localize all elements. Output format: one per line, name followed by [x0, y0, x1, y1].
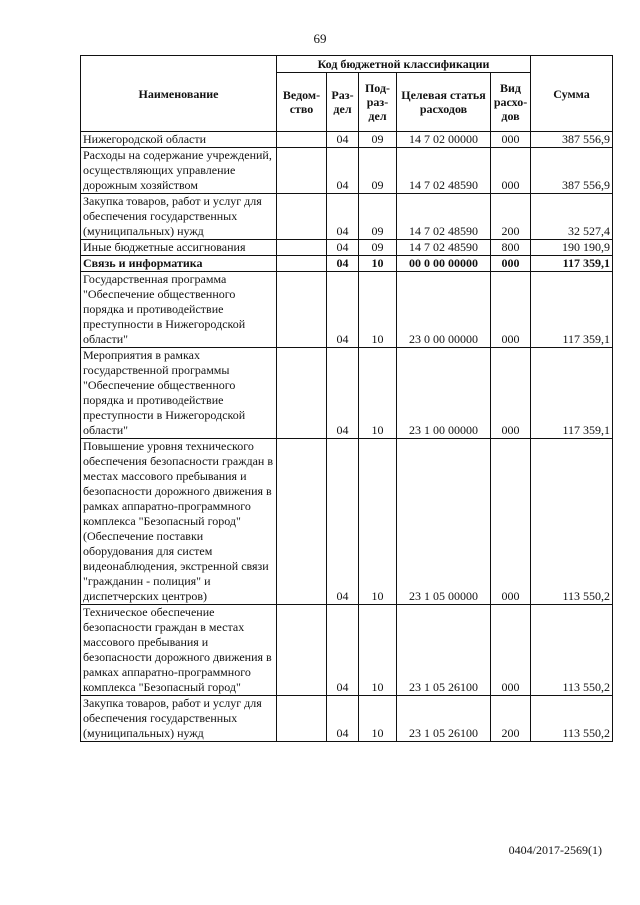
cell-summa: 117 359,1 — [531, 256, 613, 272]
cell-razdel: 04 — [327, 194, 359, 240]
cell-name: Мероприятия в рамках государственной программы "Обеспечение общественного порядка и противодействие преступности в Нижегородской области" — [81, 348, 277, 439]
header-vid-raskhodov: Вид расхо-дов — [491, 73, 531, 132]
cell-summa: 387 556,9 — [531, 132, 613, 148]
cell-name: Иные бюджетные ассигнования — [81, 240, 277, 256]
cell-podrazdel: 10 — [359, 696, 397, 742]
budget-table — [80, 55, 613, 742]
page-number: 69 — [313, 31, 327, 46]
cell-celevaya-statya: 00 0 00 00000 — [397, 256, 491, 272]
cell-vid-raskhodov: 000 — [491, 148, 531, 194]
cell-razdel: 04 — [327, 148, 359, 194]
cell-razdel: 04 — [327, 240, 359, 256]
cell-vedomstvo — [277, 148, 327, 194]
header-podrazdel: Под-раз-дел — [359, 73, 397, 132]
table-row — [81, 148, 613, 194]
cell-name: Нижегородской области — [81, 132, 277, 148]
cell-vid-raskhodov: 200 — [491, 194, 531, 240]
document-code: 0404/2017-2569(1) — [508, 843, 602, 857]
header-vedomstvo: Ведом-ство — [277, 73, 327, 132]
cell-podrazdel: 10 — [359, 605, 397, 696]
cell-summa: 190 190,9 — [531, 240, 613, 256]
cell-celevaya-statya: 23 1 05 26100 — [397, 605, 491, 696]
cell-celevaya-statya: 23 1 05 00000 — [397, 439, 491, 605]
cell-podrazdel: 10 — [359, 439, 397, 605]
cell-razdel: 04 — [327, 256, 359, 272]
table-row — [81, 256, 613, 272]
cell-celevaya-statya: 14 7 02 48590 — [397, 194, 491, 240]
cell-vedomstvo — [277, 439, 327, 605]
cell-summa: 117 359,1 — [531, 272, 613, 348]
cell-razdel: 04 — [327, 272, 359, 348]
cell-podrazdel: 10 — [359, 256, 397, 272]
table-row — [81, 194, 613, 240]
cell-summa: 113 550,2 — [531, 605, 613, 696]
cell-summa: 32 527,4 — [531, 194, 613, 240]
cell-name: Связь и информатика — [81, 256, 277, 272]
cell-vid-raskhodov: 000 — [491, 605, 531, 696]
table-row — [81, 240, 613, 256]
cell-name: Повышение уровня технического обеспечения безопасности граждан в местах массового пребывания и безопасности дорожного движения в рамках аппаратно-программного комплекса "Безопасный город" (Обеспечение поставки оборудования для систем видеонаблюдения, экстренной связи "гражданин - полиция" и диспетчерских центров) — [81, 439, 277, 605]
cell-vedomstvo — [277, 256, 327, 272]
cell-summa: 117 359,1 — [531, 348, 613, 439]
cell-summa: 113 550,2 — [531, 439, 613, 605]
cell-vid-raskhodov: 000 — [491, 348, 531, 439]
cell-razdel: 04 — [327, 696, 359, 742]
cell-celevaya-statya: 14 7 02 00000 — [397, 132, 491, 148]
cell-name: Расходы на содержание учреждений, осуществляющих управление дорожным хозяйством — [81, 148, 277, 194]
cell-vid-raskhodov: 000 — [491, 272, 531, 348]
cell-razdel: 04 — [327, 605, 359, 696]
header-name: Наименование — [81, 56, 277, 132]
cell-vedomstvo — [277, 272, 327, 348]
table-body — [81, 132, 613, 742]
cell-podrazdel: 09 — [359, 240, 397, 256]
cell-podrazdel: 09 — [359, 132, 397, 148]
cell-razdel: 04 — [327, 132, 359, 148]
cell-podrazdel: 10 — [359, 272, 397, 348]
cell-summa: 387 556,9 — [531, 148, 613, 194]
table-row — [81, 439, 613, 605]
cell-podrazdel: 09 — [359, 148, 397, 194]
header-classification-group: Код бюджетной классификации — [277, 56, 531, 73]
cell-razdel: 04 — [327, 348, 359, 439]
cell-vid-raskhodov: 800 — [491, 240, 531, 256]
cell-vid-raskhodov: 000 — [491, 132, 531, 148]
cell-celevaya-statya: 14 7 02 48590 — [397, 240, 491, 256]
cell-celevaya-statya: 23 1 00 00000 — [397, 348, 491, 439]
cell-celevaya-statya: 14 7 02 48590 — [397, 148, 491, 194]
header-summa: Сумма — [531, 56, 613, 132]
cell-vedomstvo — [277, 605, 327, 696]
cell-vedomstvo — [277, 240, 327, 256]
cell-vid-raskhodov: 000 — [491, 439, 531, 605]
cell-razdel: 04 — [327, 439, 359, 605]
cell-vedomstvo — [277, 194, 327, 240]
cell-name: Техническое обеспечение безопасности граждан в местах массового пребывания и безопасности дорожного движения в рамках аппаратно-программного комплекса "Безопасный город" — [81, 605, 277, 696]
table-row — [81, 348, 613, 439]
cell-name: Закупка товаров, работ и услуг для обеспечения государственных (муниципальных) нужд — [81, 696, 277, 742]
cell-podrazdel: 09 — [359, 194, 397, 240]
cell-name: Закупка товаров, работ и услуг для обеспечения государственных (муниципальных) нужд — [81, 194, 277, 240]
cell-celevaya-statya: 23 1 05 26100 — [397, 696, 491, 742]
table-row — [81, 696, 613, 742]
cell-vedomstvo — [277, 348, 327, 439]
cell-vid-raskhodov: 200 — [491, 696, 531, 742]
cell-celevaya-statya: 23 0 00 00000 — [397, 272, 491, 348]
table-row — [81, 605, 613, 696]
cell-podrazdel: 10 — [359, 348, 397, 439]
cell-name: Государственная программа "Обеспечение общественного порядка и противодействие преступности в Нижегородской области" — [81, 272, 277, 348]
table-row — [81, 272, 613, 348]
header-celevaya-statya: Целевая статья расходов — [397, 73, 491, 132]
cell-vedomstvo — [277, 132, 327, 148]
cell-vedomstvo — [277, 696, 327, 742]
cell-summa: 113 550,2 — [531, 696, 613, 742]
table-row — [81, 132, 613, 148]
header-razdel: Раз-дел — [327, 73, 359, 132]
cell-vid-raskhodov: 000 — [491, 256, 531, 272]
header-row-group — [81, 56, 613, 73]
